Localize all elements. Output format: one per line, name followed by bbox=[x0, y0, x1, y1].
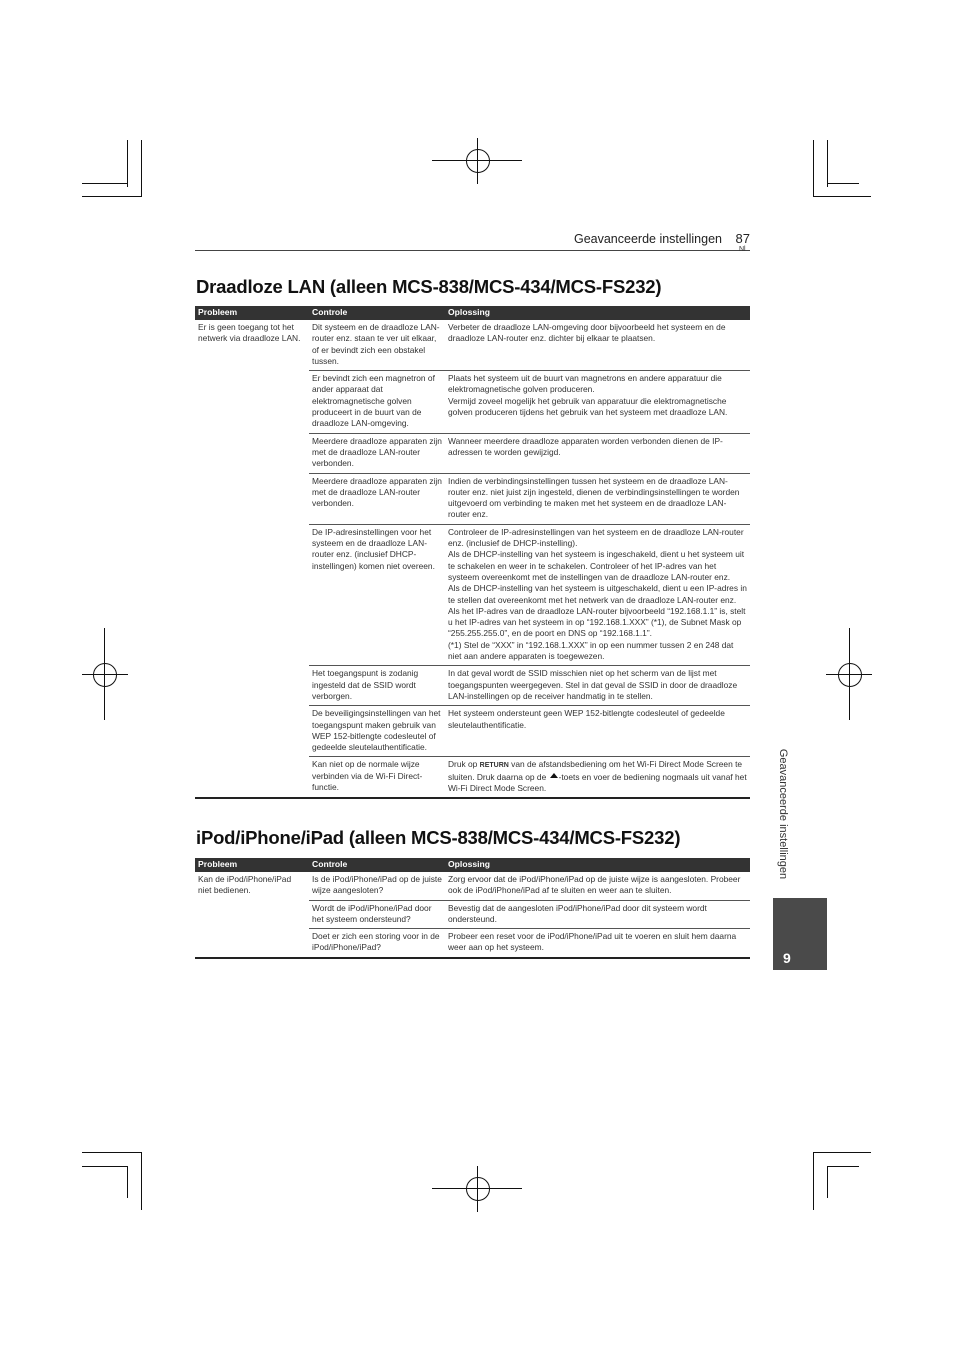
side-section-label: Geavanceerde instellingen bbox=[777, 748, 789, 880]
column-header-solution: Oplossing bbox=[445, 306, 750, 320]
solution-text: van de afstandsbediening om het Wi-Fi Direct Mode Screen te sluiten. Druk daarna op de bbox=[448, 759, 743, 782]
ipod-table bbox=[195, 858, 750, 959]
check-cell: Het toegangspunt is zodanig ingesteld dat de SSID wordt verborgen. bbox=[309, 666, 445, 706]
chapter-number: 9 bbox=[783, 950, 791, 966]
page-number: 87 bbox=[735, 231, 750, 246]
solution-cell: Wanneer meerdere draadloze apparaten worden verbonden dienen de IP-adressen te worden gewijzigd. bbox=[445, 433, 750, 473]
solution-cell bbox=[445, 757, 750, 798]
column-header-problem: Probleem bbox=[195, 858, 309, 872]
check-cell: Dit systeem en de draadloze LAN-router enz. staan te ver uit elkaar, of er bevindt zich een obstakel tussen. bbox=[309, 320, 445, 371]
language-code: Nl bbox=[739, 246, 746, 253]
solution-cell: Bevestig dat de aangesloten iPod/iPhone/iPad door dit systeem wordt ondersteund. bbox=[445, 900, 750, 929]
problem-cell: Er is geen toegang tot het netwerk via draadloze LAN. bbox=[198, 322, 301, 344]
solution-text: -toets en voer de bediening nogmaals uit vanaf het Wi-Fi Direct Mode Screen. bbox=[448, 771, 747, 793]
check-cell: Doet er zich een storing voor in de iPod/iPhone/iPad? bbox=[309, 929, 445, 958]
table-row bbox=[195, 320, 750, 371]
table-header-row bbox=[195, 858, 750, 872]
return-key-label: RETURN bbox=[479, 762, 509, 770]
check-cell: De beveiligingsinstellingen van het toegangspunt maken gebruik van WEP 152-bitlengte codesleutel of gedeelde sleutelauthentificatie. bbox=[309, 706, 445, 757]
solution-cell: In dat geval wordt de SSID misschien niet op het scherm van de lijst met toegangspunten weergegeven. Stel in dat geval de SSID in door de draadloze LAN-instellingen op de receiver handmatig in te stellen. bbox=[445, 666, 750, 706]
check-cell: Kan niet op de normale wijze verbinden via de Wi-Fi Direct-functie. bbox=[309, 757, 445, 798]
solution-cell: Probeer een reset voor de iPod/iPhone/iPad uit te voeren en sluit hem daarna weer aan op het systeem. bbox=[445, 929, 750, 958]
solution-cell: Het systeem ondersteunt geen WEP 152-bitlengte codesleutel of gedeelde sleutelauthentificatie. bbox=[445, 706, 750, 757]
check-cell: Meerdere draadloze apparaten zijn met de draadloze LAN-router verbonden. bbox=[309, 433, 445, 473]
check-cell: Meerdere draadloze apparaten zijn met de draadloze LAN-router verbonden. bbox=[309, 473, 445, 524]
section-title-wireless-lan: Draadloze LAN (alleen MCS-838/MCS-434/MCS-FS232) bbox=[196, 276, 662, 297]
solution-cell: Controleer de IP-adresinstellingen van het systeem en de draadloze LAN-router enz. (inclusief de DHCP-instelling). Als de DHCP-instelling van het systeem is ingeschakeld, dient u het systeem uit te schakelen en weer in te schakelen. Controleer of het IP-adres van het systeem overeenkomt met de instellingen van de draadloze LAN-router enz. Als de DHCP-instelling van het systeem is uitgeschakeld, dient u een IP-adres in te stellen dat overeenkomt met het netwerk van de draadloze LAN-router enz. Als het IP-adres van de draadloze LAN-router bijvoorbeeld “192.168.1.1” is, stelt u het IP-adres van het systeem in op “192.168.1.XXX” (*1), de Subnet Mask op “255.255.255.0”, en de poort en DNS op “192.168.1.1”. (*1) Stel de “XXX” in “192.168.1.XXX” in op een nummer tussen 2 en 248 dat niet aan andere apparaten is toegewezen. bbox=[445, 524, 750, 666]
column-header-check: Controle bbox=[309, 306, 445, 320]
wireless-lan-table bbox=[195, 306, 750, 799]
up-arrow-icon bbox=[550, 773, 558, 778]
header-section-title: Geavanceerde instellingen bbox=[573, 232, 722, 246]
table-header-row bbox=[195, 306, 750, 320]
check-cell: Wordt de iPod/iPhone/iPad door het systeem ondersteund? bbox=[309, 900, 445, 929]
solution-text: Druk op bbox=[448, 759, 480, 770]
check-cell: De IP-adresinstellingen voor het systeem en de draadloze LAN-router enz. (inclusief DHCP-instellingen) komen niet overeen. bbox=[309, 524, 445, 666]
table-row bbox=[195, 757, 750, 798]
check-cell: Er bevindt zich een magnetron of ander apparaat dat elektromagnetische golven produceert in de buurt van de draadloze LAN-omgeving. bbox=[309, 371, 445, 433]
problem-cell-empty bbox=[195, 929, 309, 958]
chapter-tab bbox=[773, 898, 827, 970]
solution-cell: Plaats het systeem uit de buurt van magnetrons en andere apparatuur die elektromagnetische golven produceren. Vermijd zoveel mogelijk het gebruik van apparatuur die elektromagnetische golven produceren tijdens het gebruik van het systeem met draadloze LAN. bbox=[445, 371, 750, 433]
problem-cell-empty bbox=[195, 757, 309, 798]
solution-cell: Indien de verbindingsinstellingen tussen het systeem en de draadloze LAN-router enz. niet juist zijn ingesteld, dienen de verbindingsinstellingen te worden uitgevoerd om verbinding te maken met het systeem en de draadloze LAN-router enz. bbox=[445, 473, 750, 524]
solution-cell: Zorg ervoor dat de iPod/iPhone/iPad op de juiste wijze is aangesloten. Probeer ook de iPod/iPhone/iPad af te sluiten en weer aan te sluiten. bbox=[445, 872, 750, 900]
column-header-problem: Probleem bbox=[195, 306, 309, 320]
problem-cell: Kan de iPod/iPhone/iPad niet bedienen. bbox=[198, 874, 292, 896]
solution-cell: Verbeter de draadloze LAN-omgeving door bijvoorbeeld het systeem en de draadloze LAN-router enz. dichter bij elkaar te plaatsen. bbox=[445, 320, 750, 371]
running-header bbox=[195, 230, 750, 251]
column-header-check: Controle bbox=[309, 858, 445, 872]
check-cell: Is de iPod/iPhone/iPad op de juiste wijze aangesloten? bbox=[309, 872, 445, 900]
column-header-solution: Oplossing bbox=[445, 858, 750, 872]
section-title-ipod: iPod/iPhone/iPad (alleen MCS-838/MCS-434/MCS-FS232) bbox=[196, 827, 681, 848]
table-row bbox=[195, 872, 750, 900]
table-row bbox=[195, 929, 750, 958]
